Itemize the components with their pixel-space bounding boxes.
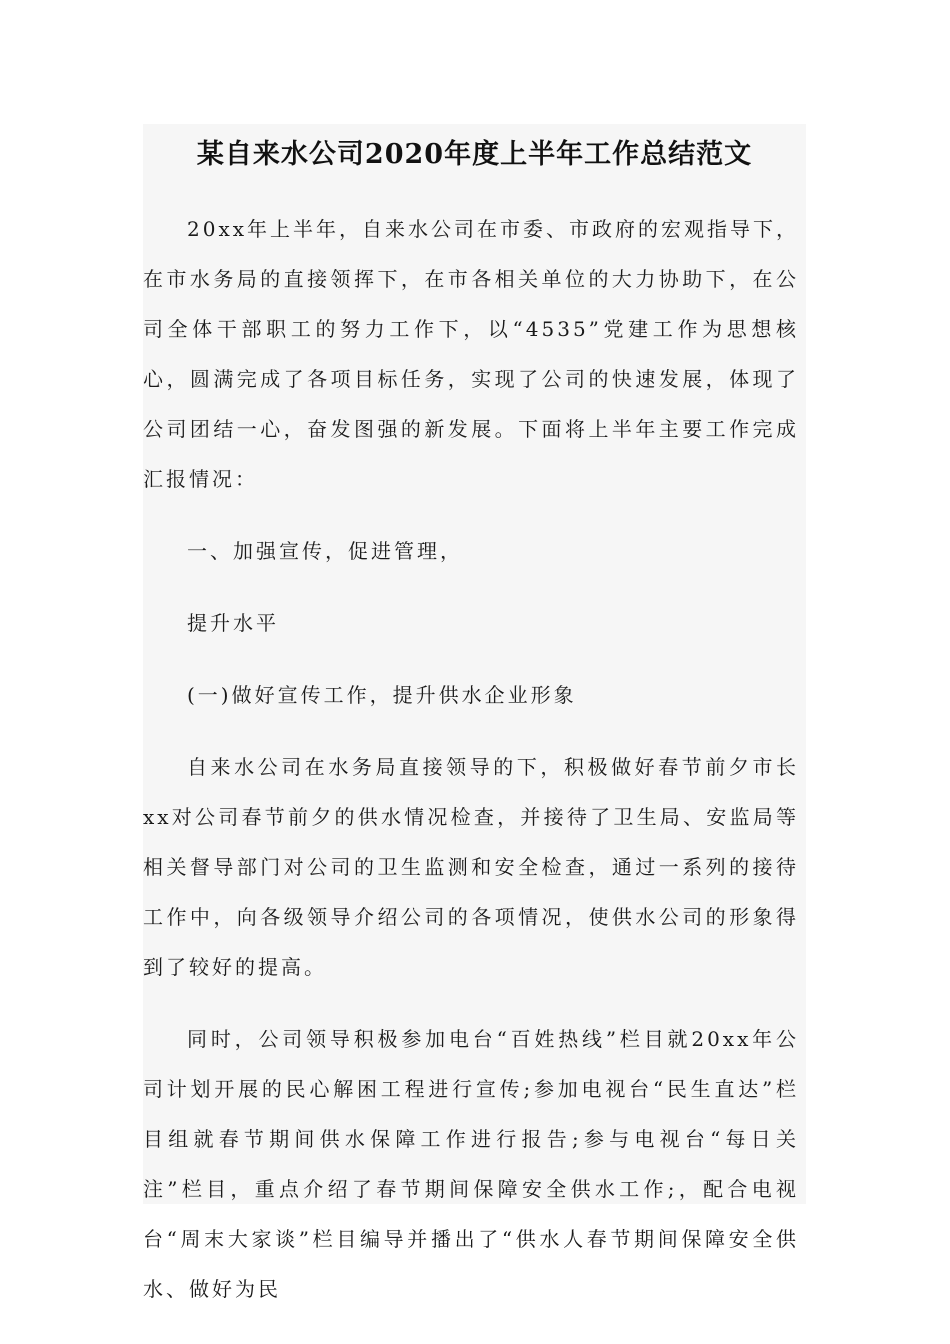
- document-page: [143, 124, 806, 1301]
- section-heading-1-continued: 提升水平: [187, 611, 279, 635]
- section-heading-1: 一、加强宣传，促进管理，: [187, 539, 463, 563]
- body-paragraph-2: 同时，公司领导积极参加电台“百姓热线”栏目就20xx年公司计划开展的民心解困工程进行宣传;参加电视台“民生直达”栏目组就春节期间供水保障工作进行报告;参与电视台“每日关注”栏目，重点介绍了春节期间保障安全供水工作;，配合电视台“周末大家谈”栏目编导并播出了“供水人春节期间保障安全供水、做好为民: [143, 1027, 799, 1301]
- subsection-heading-1: (一)做好宣传工作，提升供水企业形象: [187, 683, 577, 707]
- body-paragraph-1: 自来水公司在水务局直接领导的下，积极做好春节前夕市长xx对公司春节前夕的供水情况检查，并接待了卫生局、安监局等相关督导部门对公司的卫生监测和安全检查，通过一系列的接待工作中，向各级领导介绍公司的各项情况，使供水公司的形象得到了较好的提高。: [143, 755, 799, 979]
- document-title: 某自来水公司2020年度上半年工作总结范文: [196, 139, 753, 170]
- intro-paragraph: 20xx年上半年，自来水公司在市委、市政府的宏观指导下，在市水务局的直接领挥下，在市各相关单位的大力协助下，在公司全体干部职工的努力工作下，以“4535”党建工作为思想核心，圆满完成了各项目标任务，实现了公司的快速发展，体现了公司团结一心，奋发图强的新发展。下面将上半年主要工作完成汇报情况：: [143, 217, 800, 491]
- document-body: [143, 204, 799, 1336]
